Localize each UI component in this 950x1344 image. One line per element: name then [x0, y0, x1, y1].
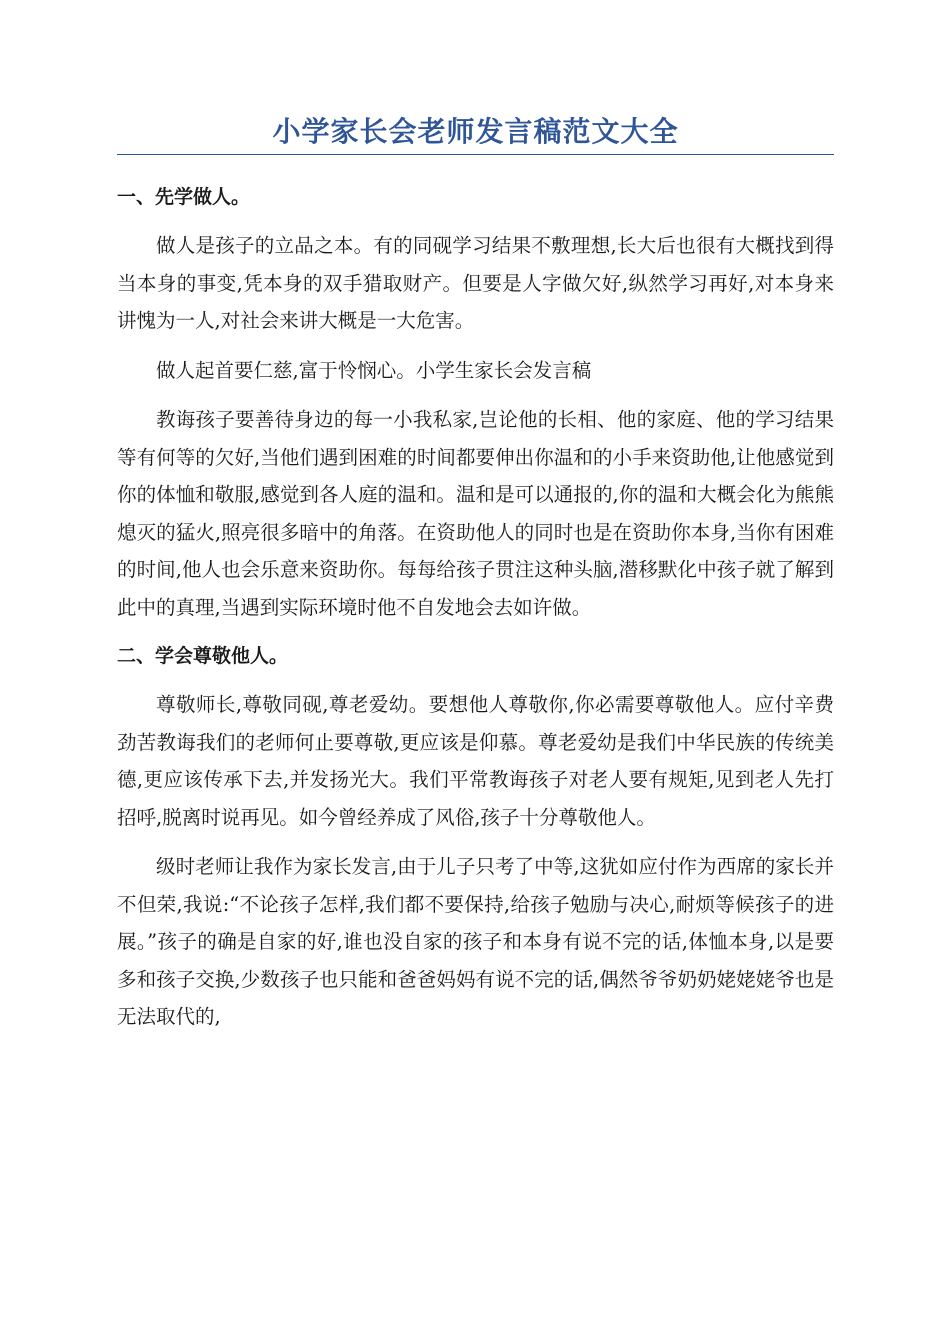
section-2 [117, 638, 834, 1036]
paragraph: 教诲孩子要善待身边的每一小我私家,岂论他的长相、他的家庭、他的学习结果等有何等的欠好,当他们遇到困难的时间都要伸出你温和的小手来资助他,让他感觉到你的体恤和敬服,感觉到各人庭的温和。温和是可以通报的,你的温和大概会化为熊熊熄灭的猛火,照亮很多暗中的角落。在资助他人的同时也是在资助你本身,当你有困难的时间,他人也会乐意来资助你。每每给孩子贯注这种头脑,潜移默化中孩子就了解到此中的真理,当遇到实际环境时他不自发地会去如许做。 [117, 408, 834, 619]
paragraph: 做人起首要仁慈,富于怜悯心。小学生家长会发言稿 [156, 358, 592, 382]
title-underline [117, 154, 834, 155]
paragraph: 做人是孩子的立品之本。有的同砚学习结果不敷理想,长大后也很有大概找到得当本身的事变,凭本身的双手猎取财产。但要是人字做欠好,纵然学习再好,对本身来讲愧为一人,对社会来讲大概是一大危害。 [117, 234, 834, 332]
section-heading: 二、学会尊敬他人。 [117, 645, 289, 667]
document-title: 小学家长会老师发言稿范文大全 [272, 115, 679, 148]
paragraph: 尊敬师长,尊敬同砚,尊老爱幼。要想他人尊敬你,你必需要尊敬他人。应付辛费劲苦教诲我们的老师何止要尊敬,更应该是仰慕。尊老爱幼是我们中华民族的传统美德,更应该传承下去,并发扬光大。我们平常教诲孩子对老人要有规矩,见到老人先打招呼,脱离时说再见。如今曾经养成了风俗,孩子十分尊敬他人。 [117, 693, 834, 829]
section-heading: 一、先学做人。 [117, 186, 251, 208]
document-page [117, 112, 834, 1048]
section-1 [117, 179, 834, 626]
paragraph: 级时老师让我作为家长发言,由于儿子只考了中等,这犹如应付作为西席的家长并不但荣,我说:“不论孩子怎样,我们都不要保持,给孩子勉励与决心,耐烦等候孩子的进展。”孩子的确是自家的好,谁也没自家的孩子和本身有说不完的话,体恤本身,以是要多和孩子交换,少数孩子也只能和爸爸妈妈有说不完的话,偶然爷爷奶奶姥姥姥爷也是无法取代的, [117, 855, 834, 1028]
